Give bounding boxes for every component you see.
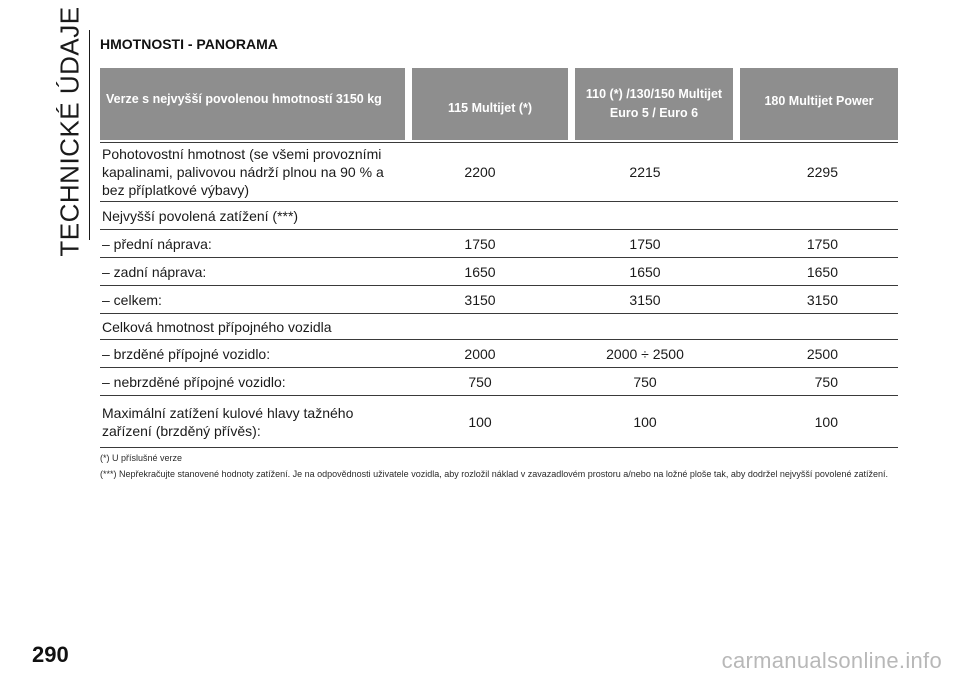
row-value-col3: 3150	[806, 291, 838, 308]
footnote-1: (*) U příslušné verze	[100, 453, 183, 463]
table-row: – brzděné přípojné vozidlo: 2000 2000 ÷ 2500 2500	[100, 340, 898, 368]
side-divider	[89, 30, 90, 240]
row-label: – nebrzděné přípojné vozidlo:	[102, 373, 286, 390]
table-row: – nebrzděné přípojné vozidlo: 750 750 750	[100, 368, 898, 396]
row-value-col3: 100	[814, 413, 838, 430]
table-header-version: Verze s nejvyšší povolenou hmotností 3150 kg	[100, 68, 405, 140]
row-value-col3: 1650	[806, 263, 838, 280]
row-label: Maximální zatížení kulové hlavy tažného zařízení (brzděný přívěs):	[102, 404, 354, 439]
row-label: – zadní náprava:	[102, 263, 207, 280]
row-value-col3: 1750	[806, 235, 838, 252]
side-title	[50, 5, 90, 257]
footnotes	[100, 452, 900, 481]
table-row: Maximální zatížení kulové hlavy tažného zařízení (brzděný přívěs): 100 100 100	[100, 396, 898, 448]
watermark: carmanualsonline.info	[721, 648, 942, 673]
row-label: Celková hmotnost přípojného vozidla	[102, 318, 332, 335]
row-label: – přední náprava:	[102, 235, 212, 252]
row-label: Nejvyšší povolená zatížení (***)	[102, 207, 299, 224]
row-value-col3: 2295	[806, 164, 838, 180]
table-row: Pohotovostní hmotnost (se všemi provozními kapalinami, palivovou nádrží plnou na 90 % a bez příplatkové výbavy) 2200 2215 2295	[100, 142, 898, 202]
row-label: Pohotovostní hmotnost (se všemi provozními kapalinami, palivovou nádrží plnou na 90 % a bez příplatkové výbavy)	[102, 146, 384, 198]
table-header-180-multijet-power: 180 Multijet Power	[740, 68, 898, 140]
section-title: HMOTNOSTI - PANORAMA	[100, 36, 278, 52]
row-label: – brzděné přípojné vozidlo:	[102, 345, 271, 362]
weights-table	[100, 142, 898, 448]
row-value-col3: 2500	[806, 345, 838, 362]
table-header-110-130-150-multijet: 110 (*) /130/150 Multijet Euro 5 / Euro 6	[575, 68, 733, 140]
page-number: 290	[32, 642, 69, 667]
table-header-115-multijet: 115 Multijet (*)	[412, 68, 568, 140]
table-row: – celkem: 3150 3150 3150	[100, 286, 898, 314]
row-value-col3: 750	[814, 373, 838, 390]
table-row: – přední náprava: 1750 1750 1750	[100, 230, 898, 258]
table-row	[100, 202, 898, 230]
row-label: – celkem:	[102, 291, 162, 308]
table-row	[100, 314, 898, 340]
side-title-text: TECHNICKÉ ÚDAJE	[54, 5, 85, 257]
table-row: – zadní náprava: 1650 1650 1650	[100, 258, 898, 286]
footnote-2: (***) Nepřekračujte stanovené hodnoty zatížení. Je na odpovědnosti uživatele vozidla, aby rozložil náklad v zavazadlovém prostoru a/nebo na ložné ploše tak, aby dodržel nejvyšší povolené zatížení.	[100, 469, 888, 479]
